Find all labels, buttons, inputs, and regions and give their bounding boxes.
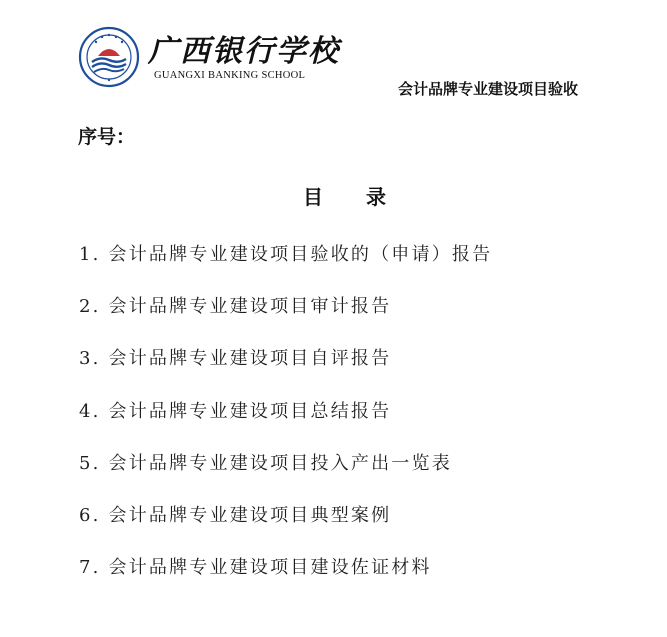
toc-item-5: 5. 会计品牌专业建设项目投入产出一览表 <box>79 452 452 474</box>
toc-item-7: 7. 会计品牌专业建设项目建设佐证材料 <box>79 557 432 579</box>
toc-title: 目 录 <box>303 185 404 209</box>
toc-list <box>79 242 492 607</box>
school-name-cn: 广西银行学校 <box>148 34 340 69</box>
toc-item-1: 1. 会计品牌专业建设项目验收的（申请）报告 <box>79 244 493 265</box>
serial-number-label: 序号： <box>78 126 136 148</box>
toc-item-4: 4. 会计品牌专业建设项目总结报告 <box>79 400 392 422</box>
school-name-en: GUANGXI BANKING SCHOOL <box>154 70 306 81</box>
toc-item-3: 3. 会计品牌专业建设项目自评报告 <box>79 348 392 370</box>
document-header-title: 会计品牌专业建设项目验收 <box>398 80 579 98</box>
toc-item-6: 6. 会计品牌专业建设项目典型案例 <box>79 504 392 526</box>
toc-item-2: 2. 会计品牌专业建设项目审计报告 <box>79 296 392 318</box>
school-emblem-icon <box>78 26 140 88</box>
